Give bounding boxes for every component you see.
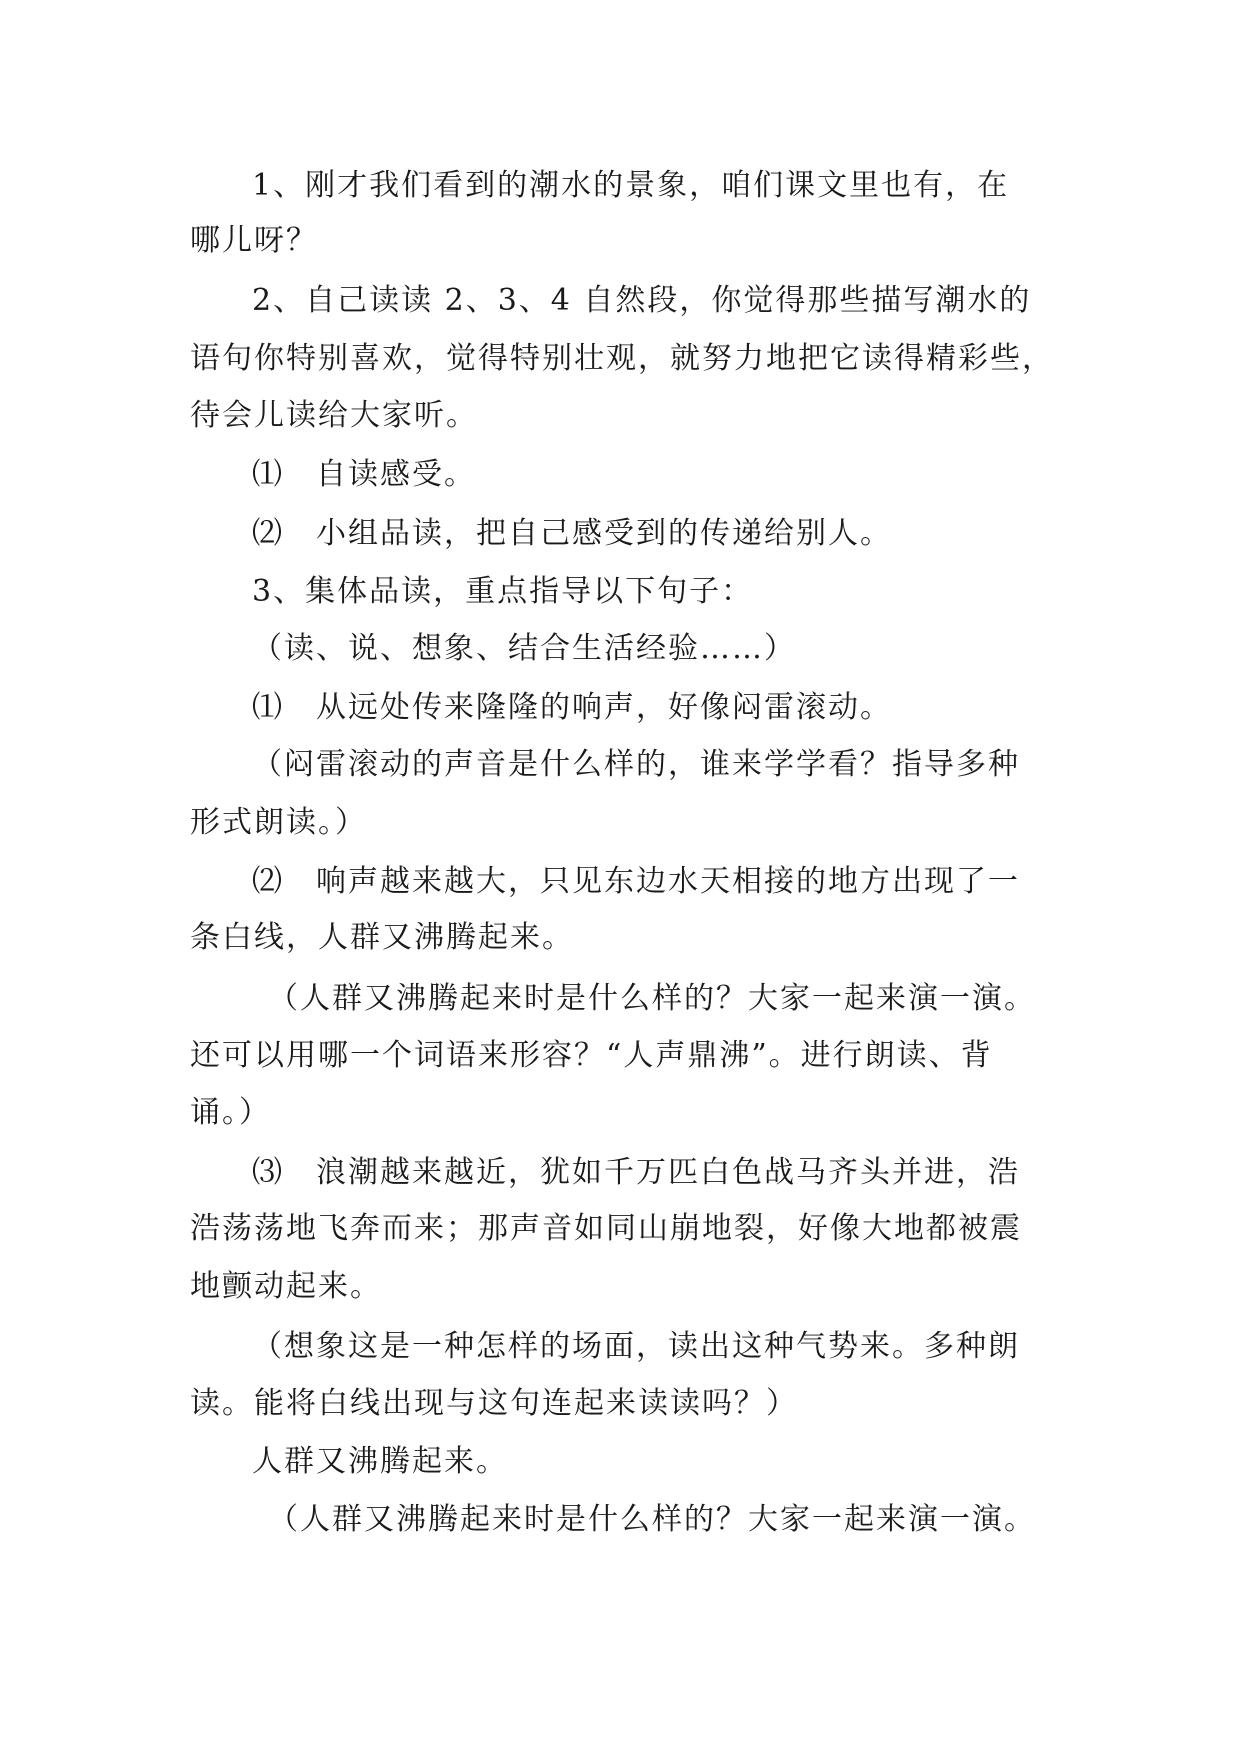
text-line: 形式朗读。）: [190, 805, 367, 840]
text-line: （想象这是一种怎样的场面，读出这种气势来。多种朗: [252, 1329, 1020, 1364]
text-line: （人群又沸腾起来时是什么样的？大家一起来演一演。: [268, 981, 1036, 1016]
text-line: 诵。）: [190, 1095, 271, 1130]
text-line: 语句你特别喜欢，觉得特别壮观，就努力地把它读得精彩些，: [190, 341, 1054, 376]
text-line: ⑵ 响声越来越大，只见东边水天相接的地方出现了一: [252, 864, 1020, 899]
text-line: ⑴ 自读感受。: [252, 457, 476, 492]
text-line: 3、集体品读，重点指导以下句子：: [252, 574, 754, 609]
text-line: 条白线，人群又沸腾起来。: [190, 920, 574, 955]
text-line: （闷雷滚动的声音是什么样的，谁来学学看？指导多种: [252, 747, 1020, 782]
text-line: ⑵ 小组品读，把自己感受到的传递给别人。: [252, 516, 892, 551]
text-line: 2、自己读读 2、3、4 自然段，你觉得那些描写潮水的: [252, 283, 1032, 318]
text-line: 哪儿呀？: [190, 223, 318, 258]
text-line: 浩荡荡地飞奔而来；那声音如同山崩地裂，好像大地都被震: [190, 1211, 1022, 1246]
text-line: ⑴ 从远处传来隆隆的响声，好像闷雷滚动。: [252, 690, 892, 725]
text-line: 待会儿读给大家听。: [190, 398, 478, 433]
text-line: 还可以用哪一个词语来形容？“人声鼎沸”。进行朗读、背: [190, 1038, 993, 1073]
text-line: 读。能将白线出现与这句连起来读读吗？）: [190, 1386, 798, 1421]
text-line: （读、说、想象、结合生活经验……）: [252, 631, 796, 666]
text-line: 人群又沸腾起来。: [252, 1444, 508, 1479]
text-line: ⑶ 浪潮越来越近，犹如千万匹白色战马齐头并进，浩: [252, 1155, 1020, 1190]
text-line: 地颤动起来。: [190, 1269, 382, 1304]
text-line: （人群又沸腾起来时是什么样的？大家一起来演一演。: [268, 1502, 1036, 1537]
text-line: 1、刚才我们看到的潮水的景象，咱们课文里也有，在: [252, 168, 1010, 203]
